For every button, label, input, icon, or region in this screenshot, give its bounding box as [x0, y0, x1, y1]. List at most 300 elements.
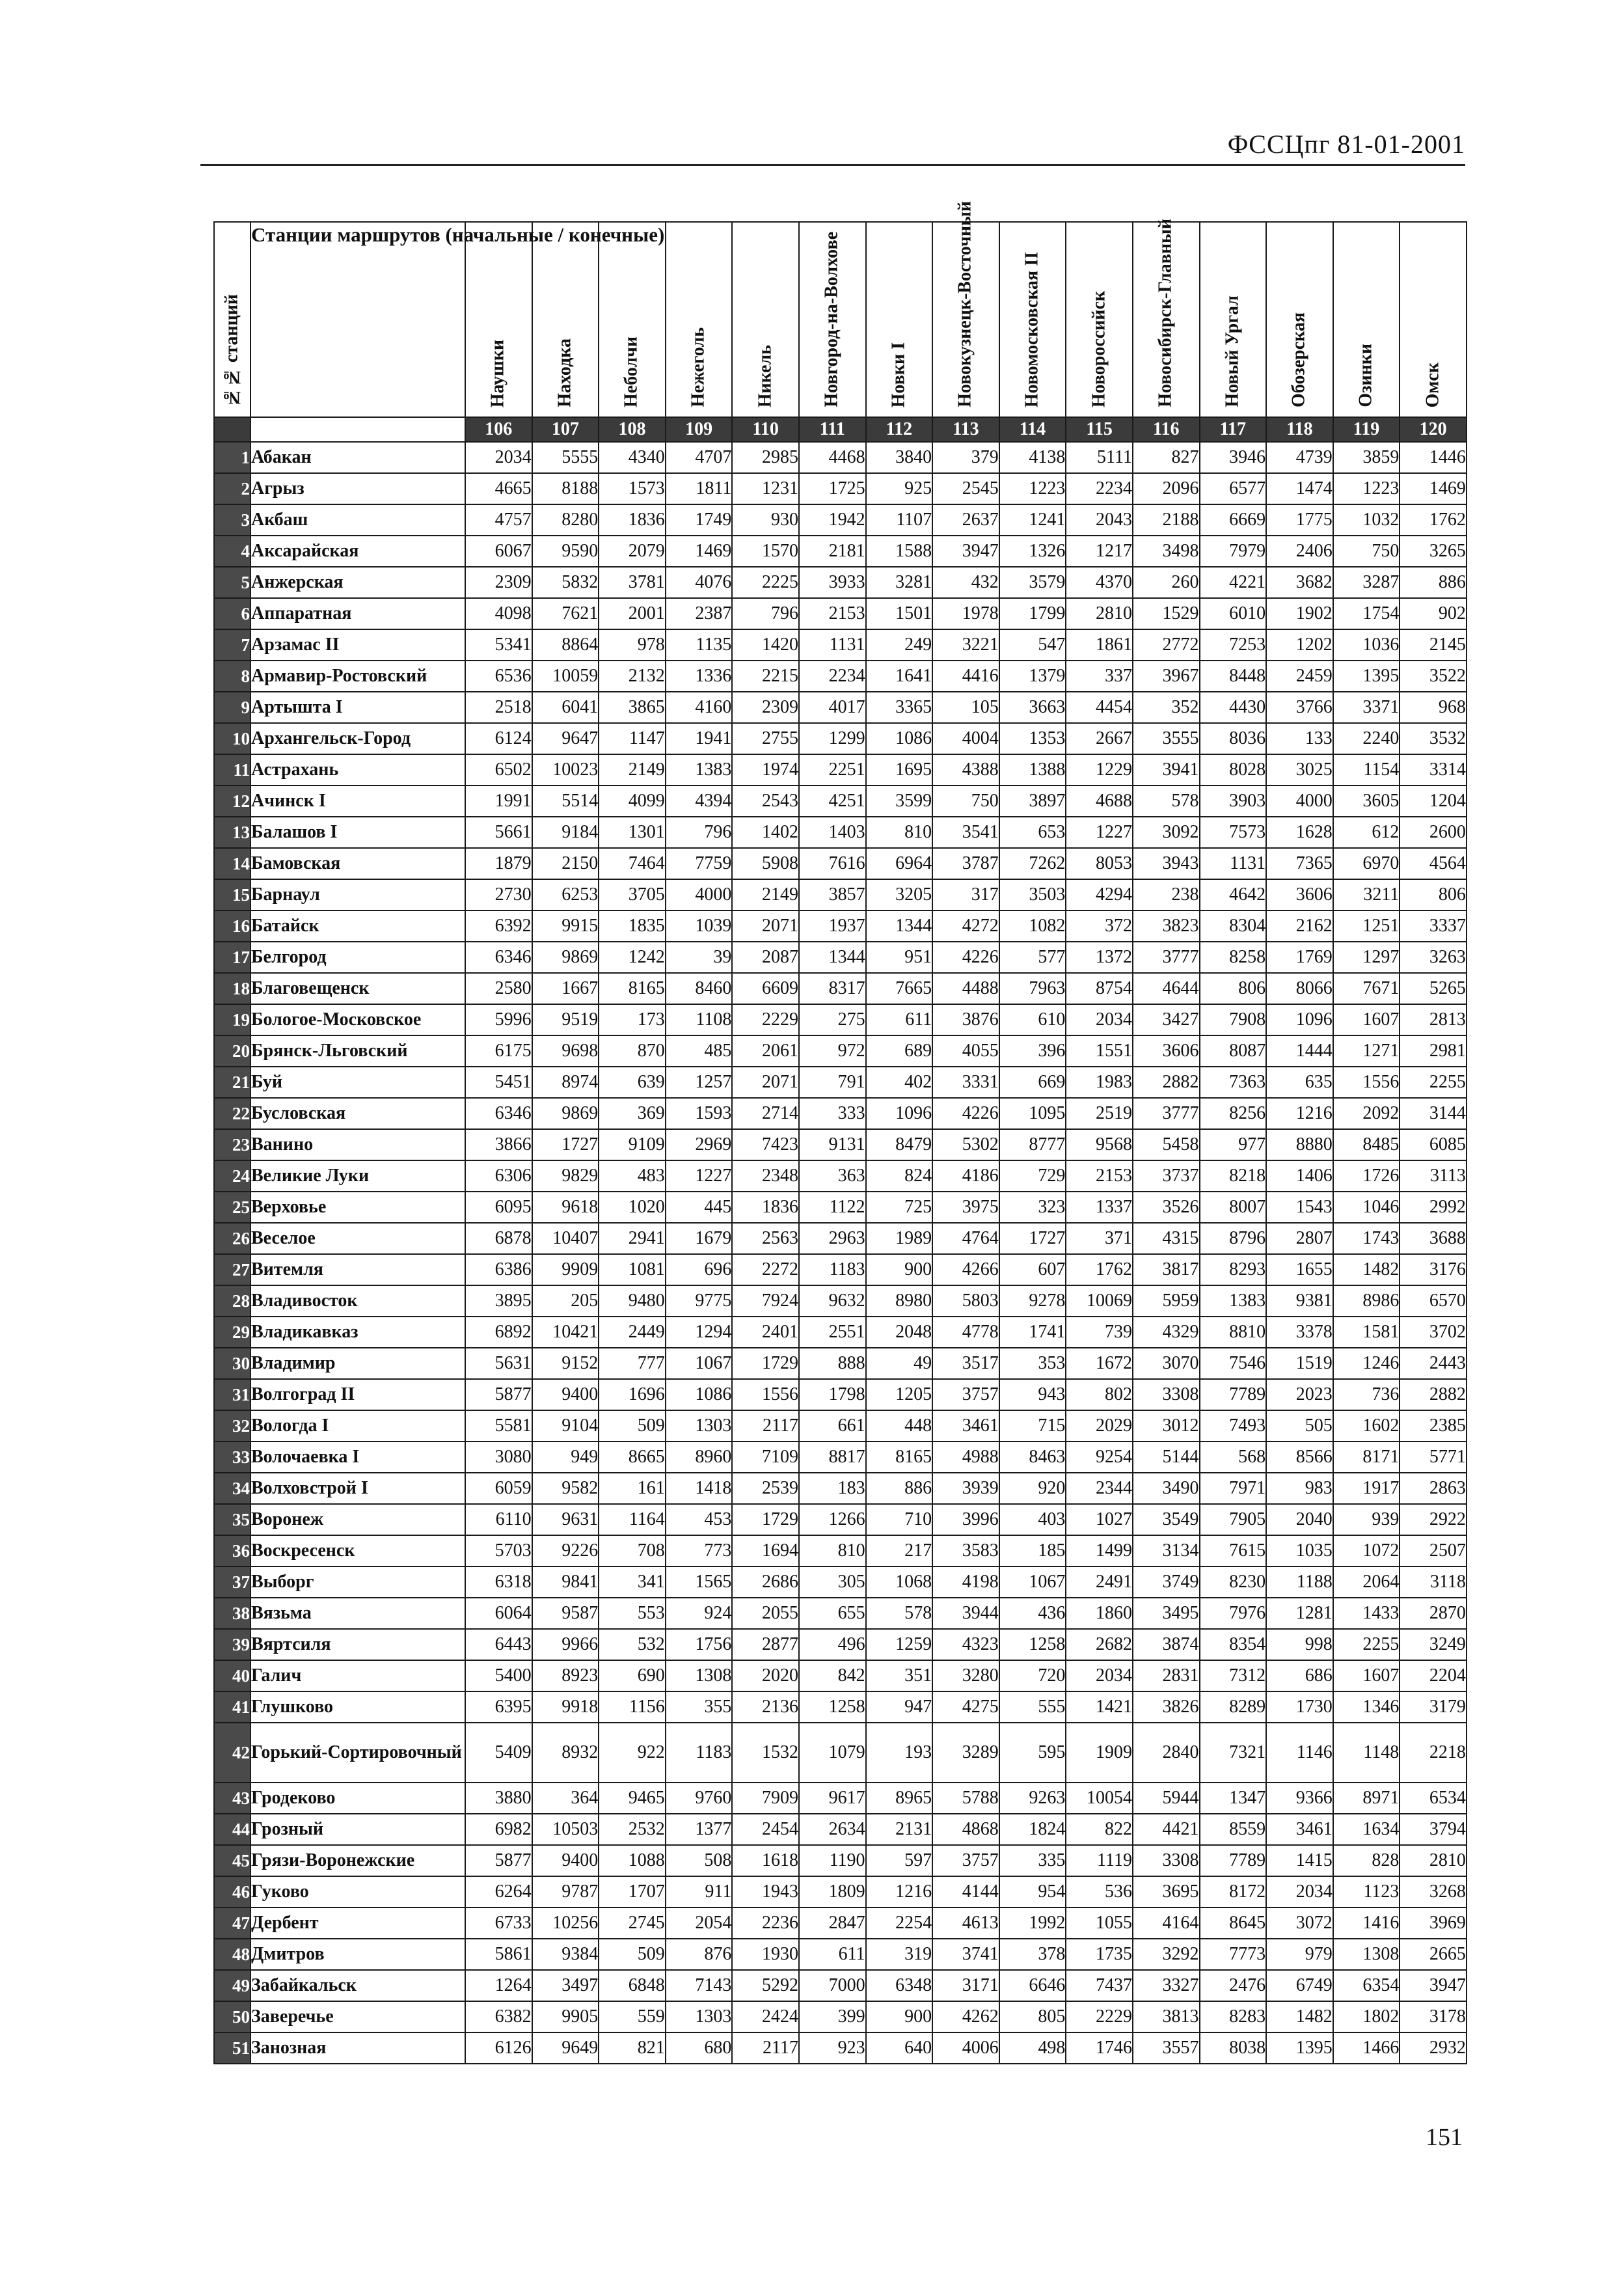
table-row [214, 1067, 1467, 1098]
distance-cell: 6892 [465, 1317, 532, 1348]
station-number: 8 [214, 661, 250, 692]
station-number: 50 [214, 2001, 250, 2032]
distance-cell: 3866 [465, 1129, 532, 1160]
distance-cell: 1707 [599, 1876, 666, 1908]
distance-cell: 1581 [1333, 1317, 1400, 1348]
distance-cell: 2507 [1400, 1535, 1467, 1566]
station-number: 12 [214, 786, 250, 817]
destination-column-header: Неболчи [599, 222, 666, 417]
table-row [214, 910, 1467, 942]
distance-cell: 1079 [799, 1723, 866, 1783]
station-number: 39 [214, 1629, 250, 1660]
station-number: 4 [214, 536, 250, 567]
column-number: 106 [465, 417, 532, 442]
station-name: Дмитров [250, 1939, 465, 1970]
distance-cell: 7789 [1200, 1845, 1267, 1876]
distance-cell: 1294 [666, 1317, 733, 1348]
distance-cell: 7464 [599, 848, 666, 879]
distance-cell: 4221 [1200, 567, 1267, 598]
distance-cell: 7253 [1200, 629, 1267, 661]
distance-cell: 6536 [465, 661, 532, 692]
distance-cell: 954 [999, 1876, 1066, 1908]
distance-cell: 923 [799, 2032, 866, 2064]
distance-cell: 3025 [1266, 754, 1333, 786]
distance-cell: 6646 [999, 1970, 1066, 2001]
distance-cell: 3292 [1133, 1939, 1200, 1970]
distance-cell: 275 [799, 1004, 866, 1035]
distance-cell: 1067 [999, 1566, 1066, 1598]
distance-cell: 9909 [532, 1254, 599, 1285]
distance-cell: 1824 [999, 1814, 1066, 1845]
distance-cell: 2236 [732, 1908, 799, 1939]
distance-cell: 5832 [532, 567, 599, 598]
distance-cell: 1303 [666, 1410, 733, 1442]
station-number: 37 [214, 1566, 250, 1598]
table-row [214, 1035, 1467, 1067]
station-name: Балашов I [250, 817, 465, 848]
column-number-blank [214, 417, 250, 442]
distance-cell: 7908 [1200, 1004, 1267, 1035]
distance-cell: 1347 [1200, 1783, 1267, 1814]
station-name: Благовещенск [250, 973, 465, 1004]
distance-cell: 9760 [666, 1783, 733, 1814]
distance-cell: 5292 [732, 1970, 799, 2001]
distance-cell: 635 [1266, 1067, 1333, 1098]
distance-cell: 6348 [866, 1970, 933, 2001]
station-number: 26 [214, 1223, 250, 1254]
distance-cell: 5661 [465, 817, 532, 848]
distance-cell: 7546 [1200, 1348, 1267, 1379]
distance-cell: 2136 [732, 1691, 799, 1723]
distance-cell: 4340 [599, 442, 666, 473]
distance-cell: 578 [866, 1598, 933, 1629]
distance-cell: 3757 [932, 1845, 999, 1876]
station-name: Акбаш [250, 504, 465, 536]
distance-cell: 378 [999, 1939, 1066, 1970]
distance-cell: 1672 [1066, 1348, 1133, 1379]
distance-cell: 3663 [999, 692, 1066, 723]
distance-cell: 2071 [732, 910, 799, 942]
distance-cell: 1216 [866, 1876, 933, 1908]
distance-cell: 2132 [599, 661, 666, 692]
station-name: Владивосток [250, 1285, 465, 1317]
distance-cell: 9698 [532, 1035, 599, 1067]
distance-cell: 2188 [1133, 504, 1200, 536]
distance-cell: 568 [1200, 1442, 1267, 1473]
distance-cell: 1418 [666, 1473, 733, 1504]
distance-cell: 317 [932, 879, 999, 910]
distance-cell: 3176 [1400, 1254, 1467, 1285]
distance-cell: 1474 [1266, 473, 1333, 504]
distance-cell: 3289 [932, 1723, 999, 1783]
station-name: Верховье [250, 1192, 465, 1223]
distance-cell: 1081 [599, 1254, 666, 1285]
table-row [214, 1129, 1467, 1160]
distance-cell: 2682 [1066, 1629, 1133, 1660]
distance-cell: 1246 [1333, 1348, 1400, 1379]
distance-cell: 3933 [799, 567, 866, 598]
distance-cell: 4226 [932, 942, 999, 973]
distance-cell: 3557 [1133, 2032, 1200, 2064]
distance-cell: 1123 [1333, 1876, 1400, 1908]
distance-cell: 5400 [465, 1660, 532, 1691]
distance-cell: 485 [666, 1035, 733, 1067]
distance-cell: 1902 [1266, 598, 1333, 629]
station-number: 7 [214, 629, 250, 661]
distance-cell: 1444 [1266, 1035, 1333, 1067]
distance-cell: 6848 [599, 1970, 666, 2001]
distance-cell: 9631 [532, 1504, 599, 1535]
distance-cell: 2040 [1266, 1504, 1333, 1535]
distance-cell: 640 [866, 2032, 933, 2064]
distance-cell: 2981 [1400, 1035, 1467, 1067]
station-number: 51 [214, 2032, 250, 2064]
station-name: Грязи-Воронежские [250, 1845, 465, 1876]
station-number: 15 [214, 879, 250, 910]
distance-cell: 2055 [732, 1598, 799, 1629]
distance-cell: 3280 [932, 1660, 999, 1691]
station-number: 42 [214, 1723, 250, 1783]
distance-cell: 2772 [1133, 629, 1200, 661]
distance-cell: 1469 [1400, 473, 1467, 504]
distance-cell: 1353 [999, 723, 1066, 754]
distance-cell: 3996 [932, 1504, 999, 1535]
distance-cell: 2061 [732, 1035, 799, 1067]
distance-cell: 1499 [1066, 1535, 1133, 1566]
column-number: 119 [1333, 417, 1400, 442]
distance-cell: 810 [866, 817, 933, 848]
distance-cell: 5631 [465, 1348, 532, 1379]
distance-cell: 1942 [799, 504, 866, 536]
station-number: 2 [214, 473, 250, 504]
station-number: 38 [214, 1598, 250, 1629]
distance-cell: 669 [999, 1067, 1066, 1098]
routes-distance-table [213, 201, 1467, 2064]
distance-cell: 1607 [1333, 1660, 1400, 1691]
station-number: 32 [214, 1410, 250, 1442]
distance-cell: 2539 [732, 1473, 799, 1504]
distance-cell: 432 [932, 567, 999, 598]
station-name: Бусловская [250, 1098, 465, 1129]
distance-cell: 4226 [932, 1098, 999, 1129]
distance-cell: 3249 [1400, 1629, 1467, 1660]
distance-cell: 612 [1333, 817, 1400, 848]
distance-cell: 4764 [932, 1223, 999, 1254]
table-row [214, 1379, 1467, 1410]
distance-cell: 8971 [1333, 1783, 1400, 1814]
distance-cell: 4160 [666, 692, 733, 723]
distance-cell: 1072 [1333, 1535, 1400, 1566]
distance-cell: 9278 [999, 1285, 1066, 1317]
distance-cell: 1086 [666, 1379, 733, 1410]
station-number: 24 [214, 1160, 250, 1192]
distance-cell: 1696 [599, 1379, 666, 1410]
distance-cell: 1565 [666, 1566, 733, 1598]
distance-cell: 1756 [666, 1629, 733, 1660]
distance-cell: 4164 [1133, 1908, 1200, 1939]
table-row [214, 1629, 1467, 1660]
distance-cell: 2401 [732, 1317, 799, 1348]
distance-cell: 4665 [465, 473, 532, 504]
distance-cell: 2941 [599, 1223, 666, 1254]
distance-cell: 1446 [1400, 442, 1467, 473]
distance-cell: 739 [1066, 1317, 1133, 1348]
distance-cell: 4430 [1200, 692, 1267, 723]
distance-cell: 445 [666, 1192, 733, 1223]
distance-cell: 351 [866, 1660, 933, 1691]
distance-cell: 1798 [799, 1379, 866, 1410]
distance-cell: 10503 [532, 1814, 599, 1845]
distance-cell: 7909 [732, 1783, 799, 1814]
distance-cell: 2309 [732, 692, 799, 723]
distance-cell: 2096 [1133, 473, 1200, 504]
distance-cell: 2807 [1266, 1223, 1333, 1254]
table-row [214, 1598, 1467, 1629]
station-name: Воскресенск [250, 1535, 465, 1566]
distance-cell: 2580 [465, 973, 532, 1004]
distance-cell: 6570 [1400, 1285, 1467, 1317]
distance-cell: 341 [599, 1566, 666, 1598]
distance-cell: 2034 [1066, 1660, 1133, 1691]
distance-cell: 4099 [599, 786, 666, 817]
distance-cell: 205 [532, 1285, 599, 1317]
distance-cell: 10069 [1066, 1285, 1133, 1317]
distance-cell: 8923 [532, 1660, 599, 1691]
distance-cell: 3211 [1333, 879, 1400, 910]
station-number: 19 [214, 1004, 250, 1035]
distance-cell: 1344 [866, 910, 933, 942]
distance-cell: 888 [799, 1348, 866, 1379]
distance-cell: 1607 [1333, 1004, 1400, 1035]
station-number: 34 [214, 1473, 250, 1504]
distance-cell: 8354 [1200, 1629, 1267, 1660]
station-number: 11 [214, 754, 250, 786]
distance-cell: 9104 [532, 1410, 599, 1442]
distance-cell: 6577 [1200, 473, 1267, 504]
distance-cell: 8485 [1333, 1129, 1400, 1160]
distance-cell: 3461 [1266, 1814, 1333, 1845]
distance-cell: 2087 [732, 942, 799, 973]
station-number: 23 [214, 1129, 250, 1160]
distance-cell: 3737 [1133, 1160, 1200, 1192]
distance-cell: 3939 [932, 1473, 999, 1504]
station-name: Аппаратная [250, 598, 465, 629]
distance-cell: 1729 [732, 1348, 799, 1379]
distance-cell: 9775 [666, 1285, 733, 1317]
station-number: 5 [214, 567, 250, 598]
destination-column-header: Новокузнецк-Восточный [932, 222, 999, 417]
station-number: 30 [214, 1348, 250, 1379]
distance-cell: 2600 [1400, 817, 1467, 848]
station-name: Абакан [250, 442, 465, 473]
distance-cell: 5409 [465, 1723, 532, 1783]
distance-cell: 3606 [1266, 879, 1333, 910]
distance-cell: 886 [1400, 567, 1467, 598]
distance-cell: 828 [1333, 1845, 1400, 1876]
distance-cell: 9131 [799, 1129, 866, 1160]
distance-cell: 7423 [732, 1129, 799, 1160]
distance-cell: 1937 [799, 910, 866, 942]
distance-cell: 4144 [932, 1876, 999, 1908]
distance-cell: 4076 [666, 567, 733, 598]
distance-cell: 8460 [666, 973, 733, 1004]
distance-cell: 3171 [932, 1970, 999, 2001]
distance-cell: 2218 [1400, 1723, 1467, 1783]
distance-cell: 7971 [1200, 1473, 1267, 1504]
distance-cell: 1217 [1066, 536, 1133, 567]
distance-cell: 595 [999, 1723, 1066, 1783]
table-row [214, 1004, 1467, 1035]
distance-cell: 8817 [799, 1442, 866, 1473]
station-name: Вологда I [250, 1410, 465, 1442]
station-name: Волгоград II [250, 1379, 465, 1410]
distance-cell: 3859 [1333, 442, 1400, 473]
distance-cell: 436 [999, 1598, 1066, 1629]
distance-cell: 2229 [732, 1004, 799, 1035]
distance-cell: 3876 [932, 1004, 999, 1035]
distance-cell: 3695 [1133, 1876, 1200, 1908]
distance-cell: 2149 [599, 754, 666, 786]
distance-cell: 1223 [1333, 473, 1400, 504]
table-row [214, 1814, 1467, 1845]
distance-cell: 8280 [532, 504, 599, 536]
distance-cell: 2149 [732, 879, 799, 910]
distance-cell: 1415 [1266, 1845, 1333, 1876]
station-name: Воронеж [250, 1504, 465, 1535]
distance-cell: 1036 [1333, 629, 1400, 661]
distance-cell: 4000 [666, 879, 733, 910]
distance-cell: 1726 [1333, 1160, 1400, 1192]
distance-cell: 1227 [1066, 817, 1133, 848]
distance-cell: 1301 [599, 817, 666, 848]
distance-cell: 6346 [465, 1098, 532, 1129]
distance-cell: 1055 [1066, 1908, 1133, 1939]
distance-cell: 8038 [1200, 2032, 1267, 2064]
distance-cell: 6124 [465, 723, 532, 754]
distance-cell: 696 [666, 1254, 733, 1285]
distance-cell: 1482 [1266, 2001, 1333, 2032]
distance-cell: 720 [999, 1660, 1066, 1691]
distance-cell: 2518 [465, 692, 532, 723]
distance-cell: 7773 [1200, 1939, 1267, 1970]
distance-cell: 260 [1133, 567, 1200, 598]
distance-cell: 9381 [1266, 1285, 1333, 1317]
distance-cell: 3532 [1400, 723, 1467, 754]
distance-cell: 1402 [732, 817, 799, 848]
distance-cell: 655 [799, 1598, 866, 1629]
distance-cell: 4454 [1066, 692, 1133, 723]
distance-cell: 8066 [1266, 973, 1333, 1004]
distance-cell: 4988 [932, 1442, 999, 1473]
distance-cell: 6059 [465, 1473, 532, 1504]
station-name: Гуково [250, 1876, 465, 1908]
distance-cell: 821 [599, 2032, 666, 2064]
distance-cell: 1725 [799, 473, 866, 504]
table-row [214, 1254, 1467, 1285]
distance-cell: 9869 [532, 1098, 599, 1129]
distance-cell: 902 [1400, 598, 1467, 629]
distance-cell: 5959 [1133, 1285, 1200, 1317]
distance-cell: 4251 [799, 786, 866, 817]
distance-cell: 9263 [999, 1783, 1066, 1814]
station-name: Барнаул [250, 879, 465, 910]
distance-cell: 1811 [666, 473, 733, 504]
distance-cell: 8036 [1200, 723, 1267, 754]
distance-cell: 1271 [1333, 1035, 1400, 1067]
distance-cell: 4323 [932, 1629, 999, 1660]
station-number-header: №№ станций [214, 222, 250, 417]
distance-cell: 1519 [1266, 1348, 1333, 1379]
distance-cell: 453 [666, 1504, 733, 1535]
distance-cell: 8754 [1066, 973, 1133, 1004]
distance-cell: 9152 [532, 1348, 599, 1379]
distance-cell: 949 [532, 1442, 599, 1473]
document-code: ФССЦпг 81-01-2001 [1227, 130, 1465, 159]
distance-cell: 1147 [599, 723, 666, 754]
distance-cell: 9519 [532, 1004, 599, 1035]
distance-cell: 9918 [532, 1691, 599, 1723]
distance-cell: 559 [599, 2001, 666, 2032]
distance-cell: 1941 [666, 723, 733, 754]
station-name: Глушково [250, 1691, 465, 1723]
distance-cell: 1860 [1066, 1598, 1133, 1629]
distance-cell: 7143 [666, 1970, 733, 2001]
distance-cell: 930 [732, 504, 799, 536]
distance-cell: 3205 [866, 879, 933, 910]
distance-cell: 3265 [1400, 536, 1467, 567]
distance-cell: 1835 [599, 910, 666, 942]
distance-cell: 5451 [465, 1067, 532, 1098]
distance-cell: 2745 [599, 1908, 666, 1939]
distance-cell: 5555 [532, 442, 599, 473]
distance-cell: 4186 [932, 1160, 999, 1192]
table-row [214, 442, 1467, 473]
distance-cell: 509 [599, 1939, 666, 1970]
distance-cell: 3947 [1400, 1970, 1467, 2001]
distance-cell: 3941 [1133, 754, 1200, 786]
distance-cell: 1588 [866, 536, 933, 567]
distance-cell: 509 [599, 1410, 666, 1442]
station-name: Забайкальск [250, 1970, 465, 2001]
distance-cell: 1068 [866, 1566, 933, 1598]
distance-cell: 536 [1066, 1876, 1133, 1908]
distance-cell: 396 [999, 1035, 1066, 1067]
distance-cell: 8965 [866, 1783, 933, 1814]
distance-cell: 1154 [1333, 754, 1400, 786]
distance-cell: 924 [666, 1598, 733, 1629]
distance-cell: 6306 [465, 1160, 532, 1192]
distance-cell: 2023 [1266, 1379, 1333, 1410]
table-row [214, 723, 1467, 754]
distance-cell: 1634 [1333, 1814, 1400, 1845]
distance-cell: 6733 [465, 1908, 532, 1939]
distance-cell: 1746 [1066, 2032, 1133, 2064]
distance-cell: 5514 [532, 786, 599, 817]
distance-cell: 1156 [599, 1691, 666, 1723]
distance-cell: 1096 [866, 1098, 933, 1129]
distance-cell: 2454 [732, 1814, 799, 1845]
distance-cell: 1020 [599, 1192, 666, 1223]
distance-cell: 4315 [1133, 1223, 1200, 1254]
table-row [214, 661, 1467, 692]
distance-cell: 8810 [1200, 1317, 1267, 1348]
page-number: 151 [1426, 2124, 1463, 2151]
distance-cell: 1836 [599, 504, 666, 536]
distance-cell: 5265 [1400, 973, 1467, 1004]
distance-cell: 2686 [732, 1566, 799, 1598]
distance-cell: 1395 [1333, 661, 1400, 692]
distance-cell: 1799 [999, 598, 1066, 629]
